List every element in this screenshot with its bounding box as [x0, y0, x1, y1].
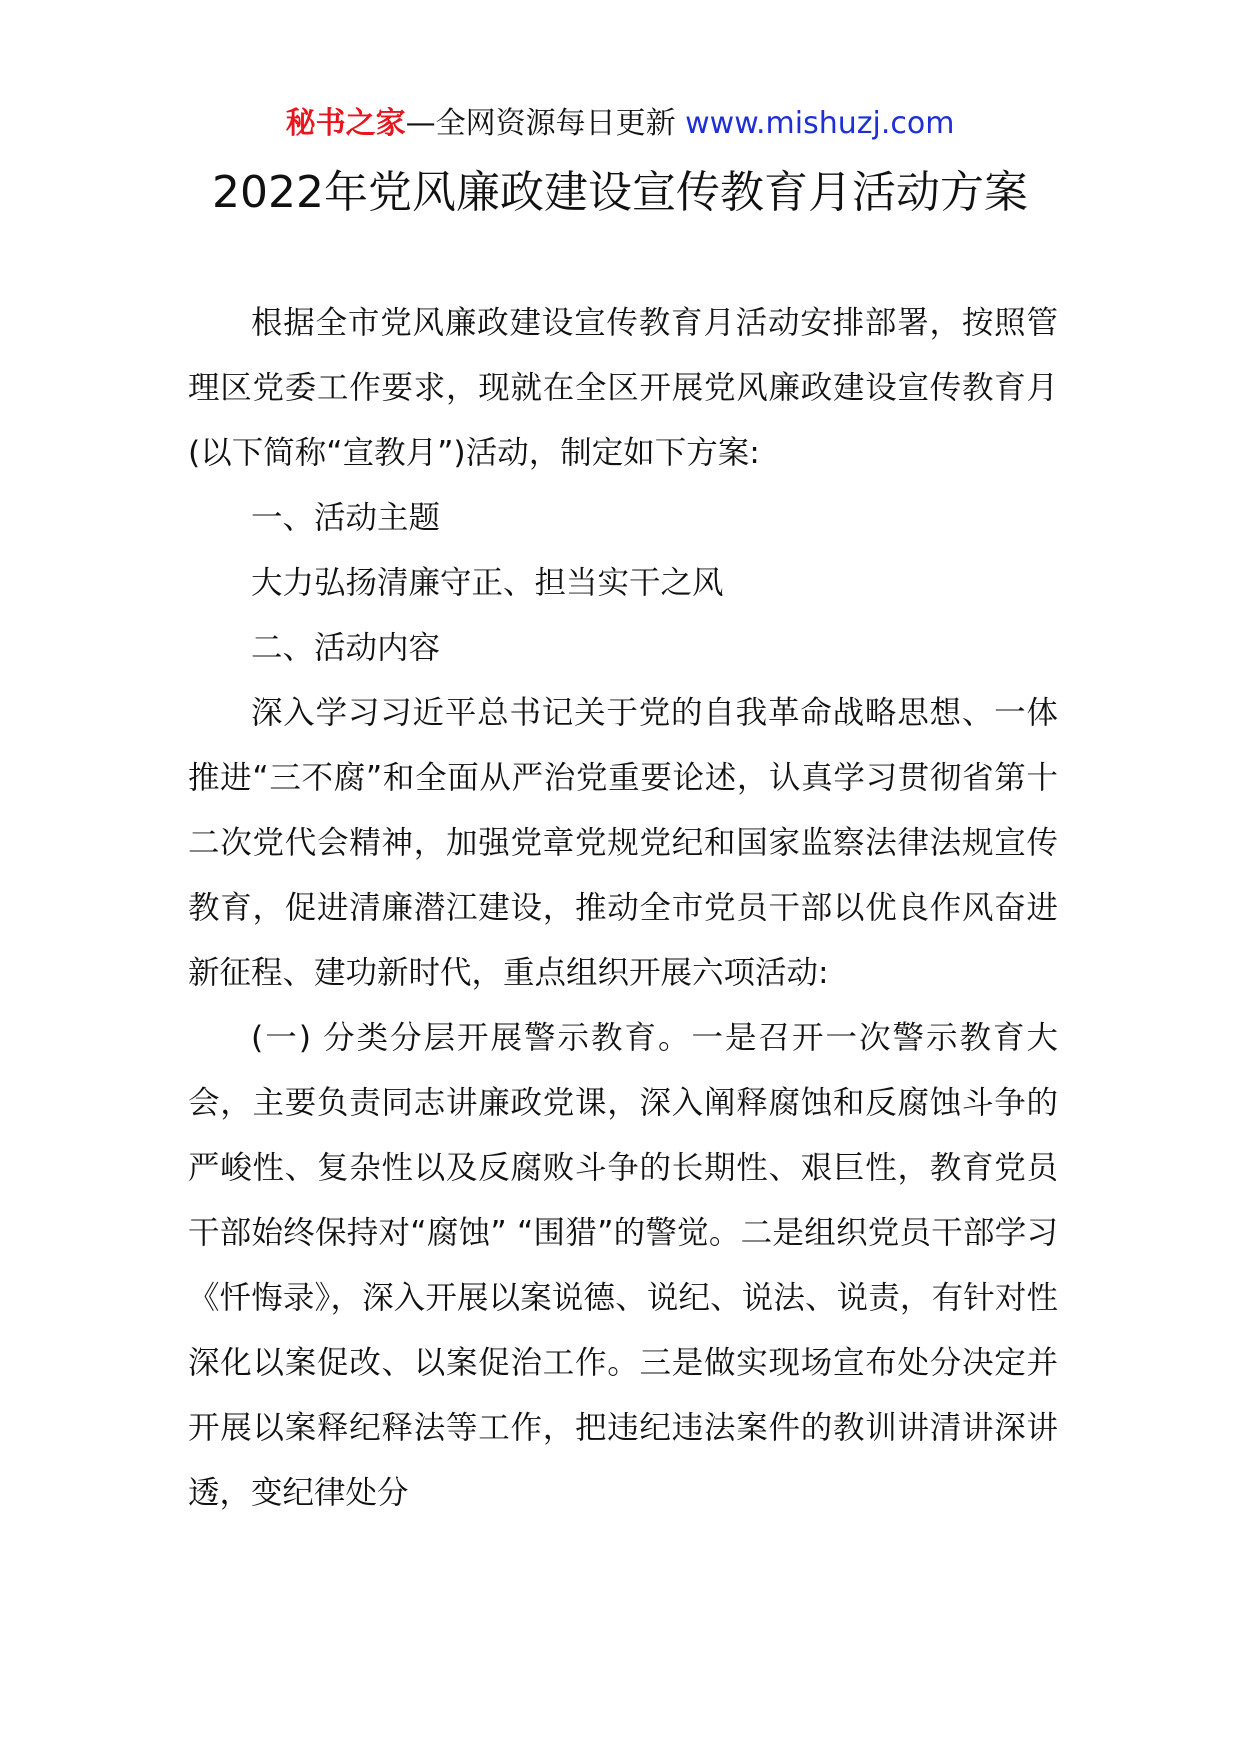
paragraph-activity-1: (一) 分类分层开展警示教育。一是召开一次警示教育大会，主要负责同志讲廉政党课，深入阐释腐蚀和反腐蚀斗争的严峻性、复杂性以及反腐败斗争的长期性、艰巨性，教育党员干部始终保持对“腐蚀” “围猎”的警觉。二是组织党员干部学习《忏悔录》，深入开展以案说德、说纪、说法、说责，有针对性深化以案促改、以案促治工作。三是做实现场宣布处分决定并开展以案释纪释法等工作，把违纪违法案件的教训讲清讲深讲透，变纪律处分: [188, 1020, 1058, 1511]
brand-name: 秘书之家: [285, 106, 406, 141]
document-title: 2022年党风廉政建设宣传教育月活动方案: [212, 167, 1028, 218]
paragraph-intro: 根据全市党风廉政建设宣传教育月活动安排部署，按照管理区党委工作要求，现就在全区开展党风廉政建设宣传教育月(以下简称“宣教月”)活动，制定如下方案:: [188, 305, 1058, 471]
header-banner: [0, 100, 1240, 148]
header-slogan: —全网资源每日更新: [405, 106, 676, 141]
section-heading-theme: 一、活动主题: [251, 500, 441, 536]
section-heading-content: 二、活动内容: [251, 630, 441, 666]
paragraph-theme: 大力弘扬清廉守正、担当实干之风: [251, 565, 724, 601]
paragraph-content: 深入学习习近平总书记关于党的自我革命战略思想、一体推进“三不腐”和全面从严治党重要论述，认真学习贯彻省第十二次党代会精神，加强党章党规党纪和国家监察法律法规宣传教育，促进清廉潜江建设，推动全市党员干部以优良作风奋进新征程、建功新时代，重点组织开展六项活动:: [188, 695, 1058, 991]
document-body: [188, 291, 1058, 1526]
site-url[interactable]: www.mishuzj.com: [685, 106, 955, 141]
